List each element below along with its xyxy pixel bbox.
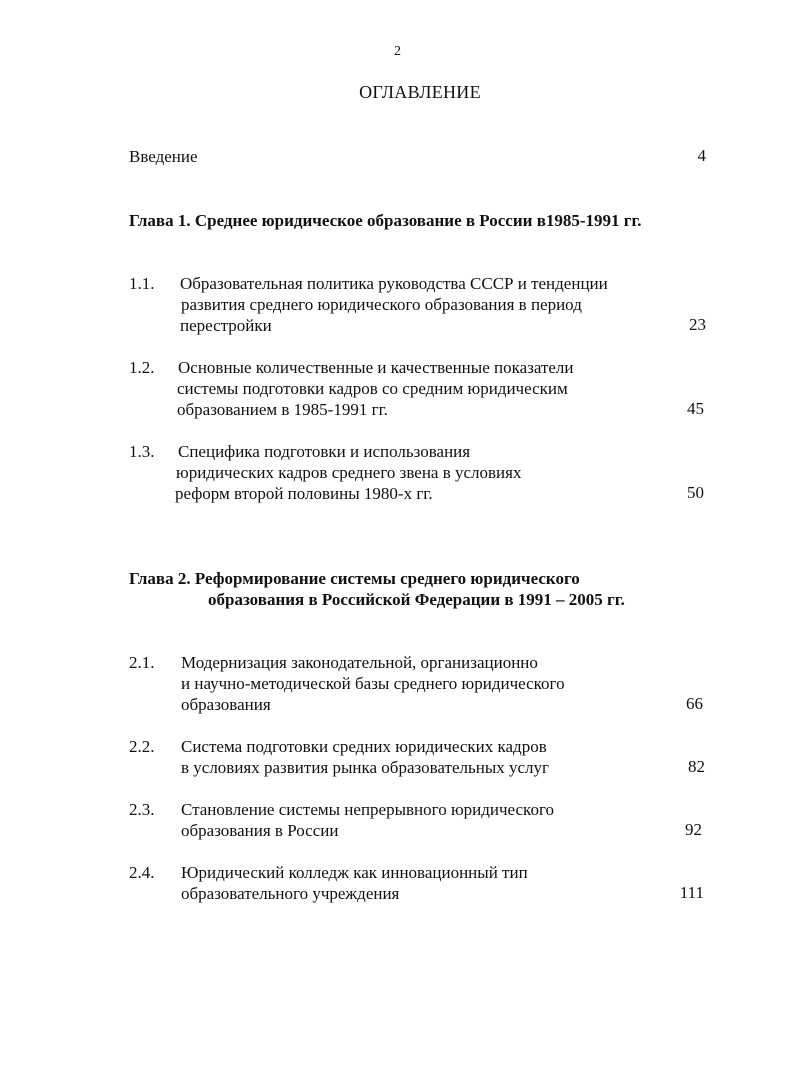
section-1-1-number: 1.1. xyxy=(129,274,155,293)
section-2-4-page: 111 xyxy=(679,883,704,902)
section-1-3-page: 50 xyxy=(687,483,704,502)
section-2-4-line: Юридический колледж как инновационный тип xyxy=(181,863,528,882)
section-2-4-line: образовательного учреждения xyxy=(181,884,400,903)
section-2-1-number: 2.1. xyxy=(129,653,155,672)
section-1-1-line: развития среднего юридического образования в период xyxy=(181,295,582,314)
section-1-2-line: Основные количественные и качественные показатели xyxy=(178,358,574,377)
page-number: 2 xyxy=(394,44,401,59)
section-1-2-line: образованием в 1985-1991 гг. xyxy=(177,400,388,419)
section-2-2-page: 82 xyxy=(688,757,705,776)
section-2-1-line: и научно-методической базы среднего юридического xyxy=(181,674,565,693)
chapter-2-heading: Глава 2. Реформирование системы среднего юридического xyxy=(129,569,580,588)
section-1-2-line: системы подготовки кадров со средним юридическим xyxy=(177,379,568,398)
section-2-3-line: образования в России xyxy=(181,821,339,840)
chapter-1-heading: Глава 1. Среднее юридическое образование в России в1985-1991 гг. xyxy=(129,211,642,230)
section-2-3-line: Становление системы непрерывного юридического xyxy=(181,800,554,819)
section-1-3-line: Специфика подготовки и использования xyxy=(178,442,471,461)
section-2-2-number: 2.2. xyxy=(129,737,155,756)
section-2-3-number: 2.3. xyxy=(129,800,155,819)
section-1-1-page: 23 xyxy=(689,315,706,334)
chapter-2-heading: образования в Российской Федерации в 1991 – 2005 гг. xyxy=(208,590,625,609)
section-1-2-number: 1.2. xyxy=(129,358,155,377)
toc-intro-label: Введение xyxy=(129,147,198,166)
section-2-2-line: в условиях развития рынка образовательных услуг xyxy=(181,758,549,777)
section-2-1-line: Модернизация законодательной, организационно xyxy=(181,653,538,672)
toc-intro-page: 4 xyxy=(697,146,706,165)
section-2-1-page: 66 xyxy=(686,694,703,713)
section-2-1-line: образования xyxy=(181,695,271,714)
section-1-3-line: реформ второй половины 1980-х гг. xyxy=(175,484,433,503)
section-2-3-page: 92 xyxy=(685,820,702,839)
section-1-1-line: Образовательная политика руководства СССР и тенденции xyxy=(180,274,608,293)
section-1-2-page: 45 xyxy=(687,399,704,418)
section-2-2-line: Система подготовки средних юридических кадров xyxy=(181,737,547,756)
section-1-3-number: 1.3. xyxy=(129,442,155,461)
page-title: ОГЛАВЛЕНИЕ xyxy=(359,82,481,102)
section-1-1-line: перестройки xyxy=(180,316,272,335)
section-1-3-line: юридических кадров среднего звена в условиях xyxy=(176,463,522,482)
section-2-4-number: 2.4. xyxy=(129,863,155,882)
